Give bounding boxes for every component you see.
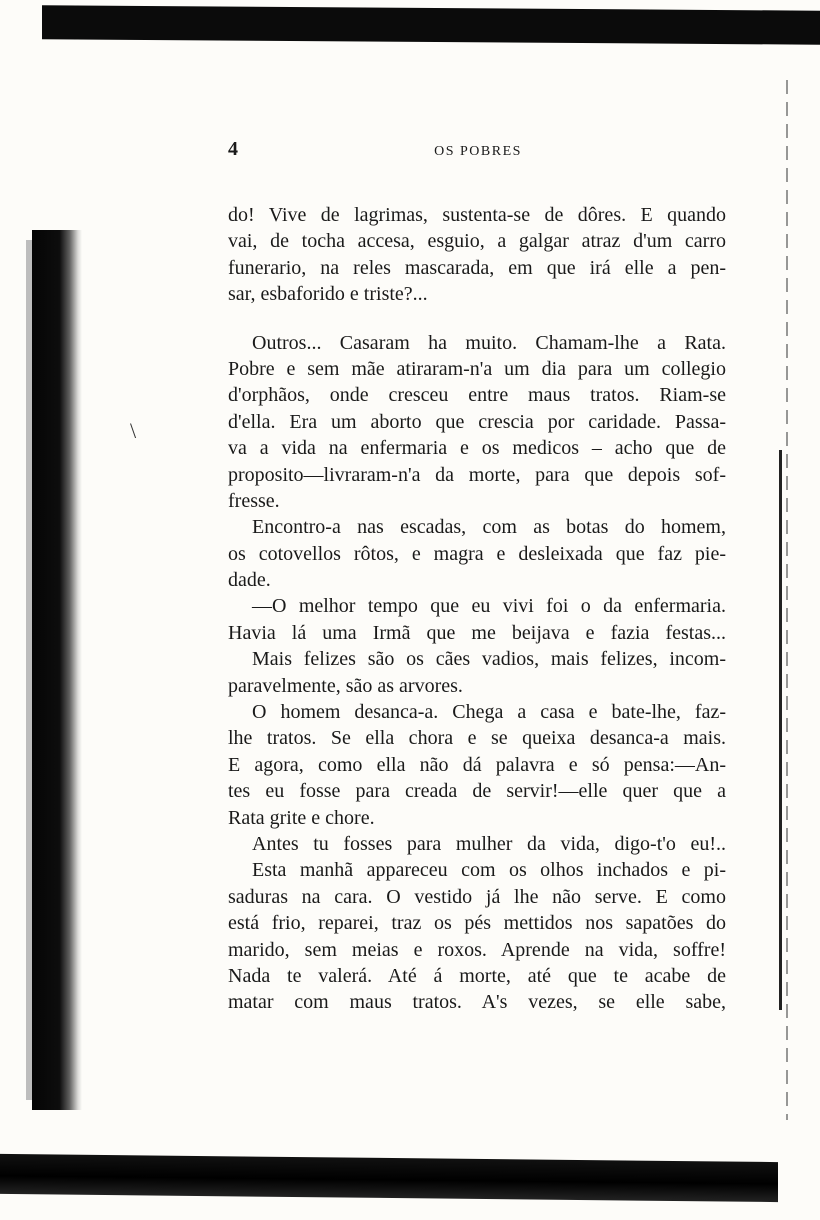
text-line: Nada te valerá. Até á morte, até que te acabe de xyxy=(228,964,726,987)
scan-edge-right-dark xyxy=(779,450,782,1010)
text-line: marido, sem meias e roxos. Aprende na vida, soffre! xyxy=(228,938,726,961)
running-head: OS POBRES xyxy=(434,144,522,159)
stray-mark: \ xyxy=(130,418,137,443)
text-line: E agora, como ella não dá palavra e só pensa:—An- xyxy=(228,753,726,776)
text-line: Mais felizes são os cães vadios, mais felizes, incom- xyxy=(252,648,726,671)
text-line: Encontro-a nas escadas, com as botas do homem, xyxy=(252,516,726,539)
text-line: Esta manhã appareceu com os olhos inchados e pi- xyxy=(252,859,726,882)
text-line: está frio, reparei, traz os pés mettidos nos sapatões do xyxy=(228,912,726,935)
text-line: O homem desanca-a. Chega a casa e bate-lhe, faz- xyxy=(252,701,726,724)
text-line: d'orphãos, onde cresceu entre maus tratos. Riam-se xyxy=(228,384,726,407)
text-line: Rata grite e chore. xyxy=(228,806,375,829)
paragraph-gap xyxy=(228,308,726,330)
text-line: dade. xyxy=(228,569,271,592)
text-line: lhe tratos. Se ella chora e se queixa desanca-a mais. xyxy=(228,727,726,750)
text-line: d'ella. Era um aborto que crescia por caridade. Passa- xyxy=(228,410,726,433)
scan-binding-shadow xyxy=(32,230,82,1110)
text-line: Antes tu fosses para mulher da vida, digo-t'o eu!.. xyxy=(252,832,726,855)
page-number: 4 xyxy=(228,138,238,160)
text-line: saduras na cara. O vestido já lhe não serve. E como xyxy=(228,885,726,908)
scan-edge-right xyxy=(786,80,788,1120)
text-line: matar com maus tratos. A's vezes, se elle sabe, xyxy=(228,991,726,1014)
text-line: va a vida na enfermaria e os medicos – acho que de xyxy=(228,437,726,460)
text-line: tes eu fosse para creada de servir!—elle quer que a xyxy=(228,780,726,803)
text-line: do! Vive de lagrimas, sustenta-se de dôres. E quando xyxy=(228,204,726,226)
text-line: paravelmente, são as arvores. xyxy=(228,674,463,697)
text-line: funerario, na reles mascarada, em que irá elle a pen- xyxy=(228,256,726,279)
text-line: Pobre e sem mãe atiraram-n'a um dia para um collegio xyxy=(228,357,726,380)
text-line: os cotovellos rôtos, e magra e desleixada que faz pie- xyxy=(228,542,726,565)
text-line: proposito—livraram-n'a da morte, para que depois sof- xyxy=(228,463,726,486)
text-line: vai, de tocha accesa, esguio, a galgar atraz d'um carro xyxy=(228,230,726,253)
body-text xyxy=(228,202,726,1016)
text-line: Outros... Casaram ha muito. Chamam-lhe a Rata. xyxy=(252,331,726,354)
text-line: Havia lá uma Irmã que me beijava e fazia festas... xyxy=(228,621,726,644)
text-line: fresse. xyxy=(228,489,280,512)
page-header xyxy=(228,138,728,168)
text-line: —O melhor tempo que eu vivi foi o da enfermaria. xyxy=(252,595,726,618)
text-line: sar, esbaforido e triste?... xyxy=(228,283,428,306)
scan-border-top xyxy=(42,5,820,44)
scan-border-bottom xyxy=(0,1154,778,1202)
